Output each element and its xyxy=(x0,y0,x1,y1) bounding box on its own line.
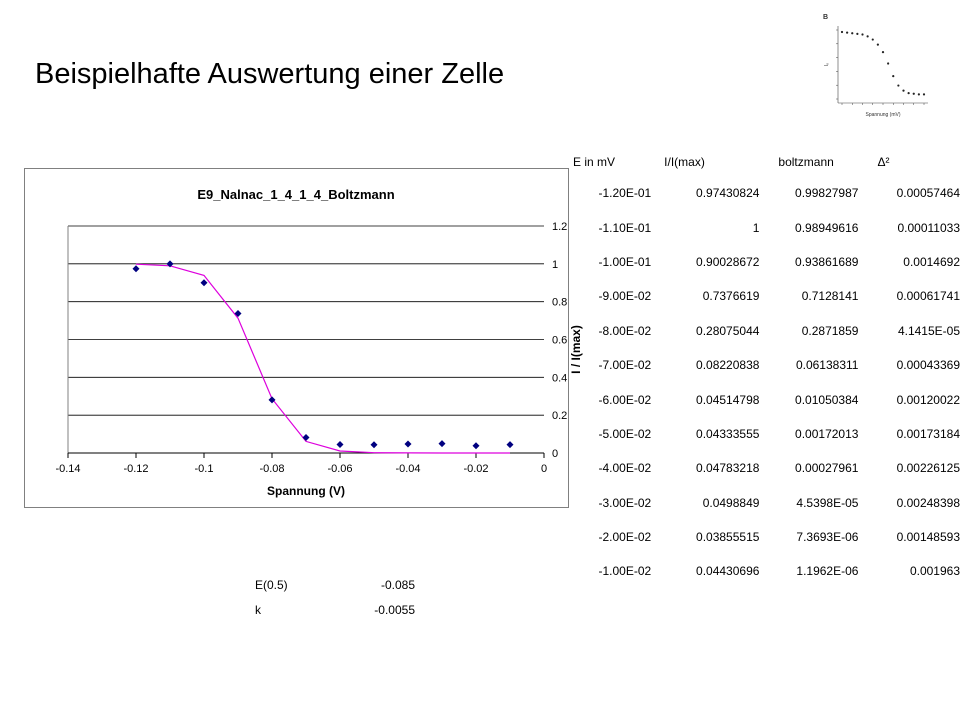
x-tick-label: -0.04 xyxy=(395,463,421,475)
table-row xyxy=(565,382,960,416)
table-cell: 0.93861689 xyxy=(795,254,859,269)
table-cell: 0.28075044 xyxy=(696,323,760,338)
table-cell: -2.00E-02 xyxy=(598,530,652,545)
thumb-data-point xyxy=(841,31,843,33)
x-axis-label: Spannung (V) xyxy=(267,484,345,498)
thumb-data-point xyxy=(887,62,889,64)
table-cell: 0.04333555 xyxy=(696,426,760,441)
y-tick-label: 0.2 xyxy=(552,410,568,423)
table-cell: 0.99827987 xyxy=(795,186,859,201)
table-row xyxy=(565,348,960,382)
table-cell: 0.01050384 xyxy=(795,392,859,407)
thumb-data-point xyxy=(923,93,925,95)
table-cell: -6.00E-02 xyxy=(598,392,652,407)
table-cell: 0.00011033 xyxy=(897,220,960,235)
thumbnail-chart xyxy=(820,8,935,128)
thumb-data-point xyxy=(856,33,858,35)
table-cell: 0.00148593 xyxy=(896,530,960,545)
x-tick-label: -0.14 xyxy=(55,463,81,475)
thumb-data-point xyxy=(851,32,853,34)
table-cell: -1.10E-01 xyxy=(598,220,652,235)
table-cell: 1 xyxy=(752,220,760,235)
thumb-data-point xyxy=(846,32,848,34)
table-cell: 0.001963 xyxy=(909,564,960,579)
table-cell: -4.00E-02 xyxy=(598,461,652,476)
table-cell: -5.00E-02 xyxy=(598,426,652,441)
y-tick-label: 0.4 xyxy=(552,372,568,385)
table-cell: 0.2871859 xyxy=(801,323,859,338)
table-cell: 0.7376619 xyxy=(702,289,760,304)
table-cell: 0.03855515 xyxy=(696,530,760,545)
table-row xyxy=(565,210,960,244)
table-header-row xyxy=(565,154,960,176)
table-cell: -8.00E-02 xyxy=(598,323,652,338)
table-cell: 0.00043369 xyxy=(896,358,960,373)
thumb-data-point xyxy=(867,35,869,37)
table-cell: 4.5398E-05 xyxy=(796,495,859,510)
x-tick-label: -0.12 xyxy=(123,463,149,475)
y-tick-label: 1 xyxy=(552,258,559,271)
chart-canvas xyxy=(24,168,583,508)
table-cell: 0.00027961 xyxy=(795,461,859,476)
table-cell: 0.00226125 xyxy=(896,461,960,476)
table-cell: 0.90028672 xyxy=(696,254,760,269)
table-cell: 0.00120022 xyxy=(896,392,960,407)
table-row xyxy=(565,451,960,485)
chart-title: E9_Nalnac_1_4_1_4_Boltzmann xyxy=(197,187,395,202)
y-tick-label: 0.8 xyxy=(552,296,568,309)
table-cell: 0.04430696 xyxy=(696,564,760,579)
header-e-in-mv: E in mV xyxy=(573,155,616,169)
thumb-data-point xyxy=(913,93,915,95)
table-cell: -1.20E-01 xyxy=(598,186,652,201)
main-chart xyxy=(24,168,583,508)
table-cell: 0.08220838 xyxy=(696,358,760,373)
table-cell: 7.3693E-06 xyxy=(796,530,859,545)
thumb-data-point xyxy=(918,93,920,95)
table-cell: 0.04783218 xyxy=(696,461,760,476)
x-tick-label: -0.06 xyxy=(327,463,353,475)
param-row-k xyxy=(255,603,415,628)
param-value-e05: -0.085 xyxy=(380,578,415,592)
table-cell: -3.00E-02 xyxy=(598,495,652,510)
table-cell: 0.7128141 xyxy=(801,289,859,304)
table-cell: 0.00172013 xyxy=(795,426,859,441)
thumb-data-point xyxy=(877,44,879,46)
thumb-data-point xyxy=(872,38,874,40)
x-tick-label: -0.1 xyxy=(194,463,214,475)
table-row xyxy=(565,314,960,348)
x-tick-label: -0.02 xyxy=(463,463,489,475)
y-tick-label: 0.6 xyxy=(552,334,568,347)
table-cell: -1.00E-02 xyxy=(598,564,652,579)
header-i-imax: I/I(max) xyxy=(664,155,705,169)
page-title: Beispielhafte Auswertung einer Zelle xyxy=(35,58,505,90)
thumb-x-label: Spannung (mV) xyxy=(865,112,901,118)
table-cell: 0.00248398 xyxy=(896,495,960,510)
table-cell: 0.0014692 xyxy=(903,254,960,269)
x-tick-label: -0.08 xyxy=(259,463,285,475)
table-cell: 0.00173184 xyxy=(896,426,960,441)
y-axis-label: I / I(max) xyxy=(569,325,583,374)
table-row xyxy=(565,279,960,313)
header-boltzmann: boltzmann xyxy=(778,155,834,169)
table-cell: 0.04514798 xyxy=(696,392,760,407)
header-delta-sq: Δ² xyxy=(877,155,890,169)
thumb-data-point xyxy=(861,33,863,35)
table-cell: -7.00E-02 xyxy=(598,358,652,373)
table-cell: 0.97430824 xyxy=(696,186,760,201)
y-tick-label: 1.2 xyxy=(552,221,568,233)
table-cell: 1.1962E-06 xyxy=(796,564,859,579)
table-cell: 0.00061741 xyxy=(896,289,960,304)
table-cell: 4.1415E-05 xyxy=(897,323,960,338)
param-label-k: k xyxy=(255,603,261,617)
table-cell: -9.00E-02 xyxy=(598,289,652,304)
thumb-y-label: Iₒ xyxy=(824,62,830,67)
y-tick-label: 0 xyxy=(552,448,559,460)
table-row xyxy=(565,245,960,279)
param-label-e05: E(0.5) xyxy=(255,578,288,592)
table-cell: 0.00057464 xyxy=(896,186,960,201)
thumb-data-point xyxy=(882,51,884,53)
chart-area-border xyxy=(25,169,569,508)
table-row xyxy=(565,417,960,451)
param-value-k: -0.0055 xyxy=(374,603,415,617)
thumb-panel-label: B xyxy=(823,14,829,21)
thumb-data-point xyxy=(897,84,899,86)
table-row xyxy=(565,554,960,588)
table-cell: 0.06138311 xyxy=(795,358,859,373)
param-row-e05 xyxy=(255,578,415,603)
thumb-data-point xyxy=(908,92,910,94)
fit-parameters xyxy=(255,578,415,628)
table-row xyxy=(565,520,960,554)
table-row xyxy=(565,486,960,520)
x-tick-label: 0 xyxy=(540,463,548,475)
table-cell: -1.00E-01 xyxy=(598,254,652,269)
thumb-data-point xyxy=(892,75,894,77)
table-cell: 0.0498849 xyxy=(702,495,760,510)
table-cell: 0.98949616 xyxy=(795,220,859,235)
thumb-data-point xyxy=(902,89,904,91)
data-table xyxy=(565,154,960,589)
table-row xyxy=(565,176,960,210)
